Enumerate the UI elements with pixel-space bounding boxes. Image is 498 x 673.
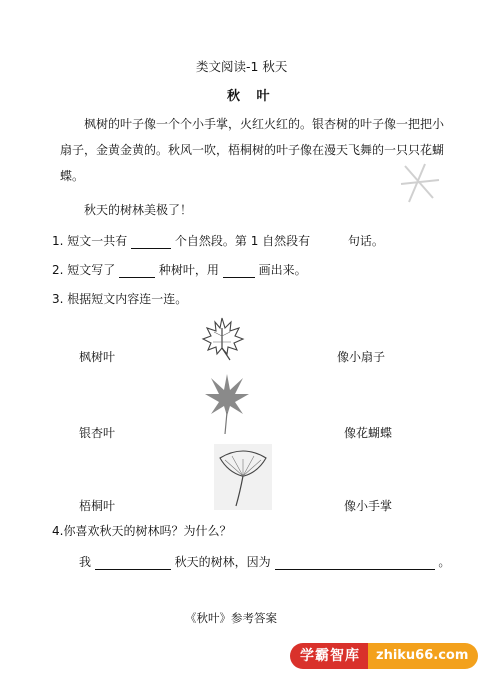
document-title: 类文阅读-1 秋天 [196, 59, 288, 74]
question-4-answer-line [79, 553, 450, 570]
q2-text-b: 种树叶，用 [158, 263, 219, 277]
maple-leaf-gray-icon[interactable] [203, 372, 251, 436]
passage-text: 秋天的树林美极了！ [84, 203, 193, 217]
ginkgo-leaf-icon [214, 444, 272, 510]
q1-text-a: 1. 短文一共有 [52, 234, 128, 248]
matching-right-item[interactable]: 像小扇子 [337, 350, 386, 364]
answer-key-title: 《秋叶》参考答案 [185, 611, 277, 625]
q2-blank-leaf-count[interactable] [119, 265, 155, 278]
q4-text-a: 我 [79, 555, 92, 569]
matching-left-item[interactable]: 梧桐叶 [79, 499, 116, 513]
watermark-url: zhiku66.com [368, 643, 478, 669]
question-1 [52, 232, 384, 249]
q2-text-a: 2. 短文写了 [52, 263, 116, 277]
question-2 [52, 261, 307, 278]
q4-blank-attitude[interactable] [95, 557, 171, 570]
q1-blank-sentence-count[interactable] [314, 236, 344, 249]
q4-text-b: 秋天的树林，因为 [174, 555, 271, 569]
q1-blank-paragraph-count[interactable] [131, 236, 171, 249]
q2-blank-mark[interactable] [223, 265, 255, 278]
q4-blank-reason[interactable] [275, 557, 435, 570]
q2-text-c: 画出来。 [258, 263, 307, 277]
passage-paragraph-1 [60, 111, 452, 189]
matching-left-item[interactable]: 银杏叶 [79, 426, 116, 440]
q4-text-c: 。 [438, 555, 451, 569]
q1-text-c: 句话。 [347, 234, 384, 248]
matching-right-item[interactable]: 像小手掌 [344, 499, 393, 513]
maple-leaf-outline-icon[interactable] [200, 314, 246, 362]
q1-text-b: 个自然段。第 1 自然段有 [174, 234, 311, 248]
matching-left-item[interactable]: 枫树叶 [79, 350, 116, 364]
ginkgo-leaf-image[interactable] [214, 444, 272, 510]
question-3: 3. 根据短文内容连一连。 [52, 292, 188, 306]
decorative-mark-icon [395, 158, 445, 208]
passage-title: 秋 叶 [227, 89, 276, 104]
passage-text: 枫树的叶子像一个个小手掌，火红火红的。银杏树的叶子像一把把小扇子，金黄金黄的。秋风一吹，梧桐树的叶子像在漫天飞舞的一只只花蝴蝶。 [60, 117, 445, 183]
question-4: 4.你喜欢秋天的树林吗？为什么？ [52, 524, 232, 538]
site-watermark[interactable] [290, 638, 498, 673]
watermark-brand: 学霸智库 [290, 643, 368, 669]
matching-right-item[interactable]: 像花蝴蝶 [344, 426, 393, 440]
